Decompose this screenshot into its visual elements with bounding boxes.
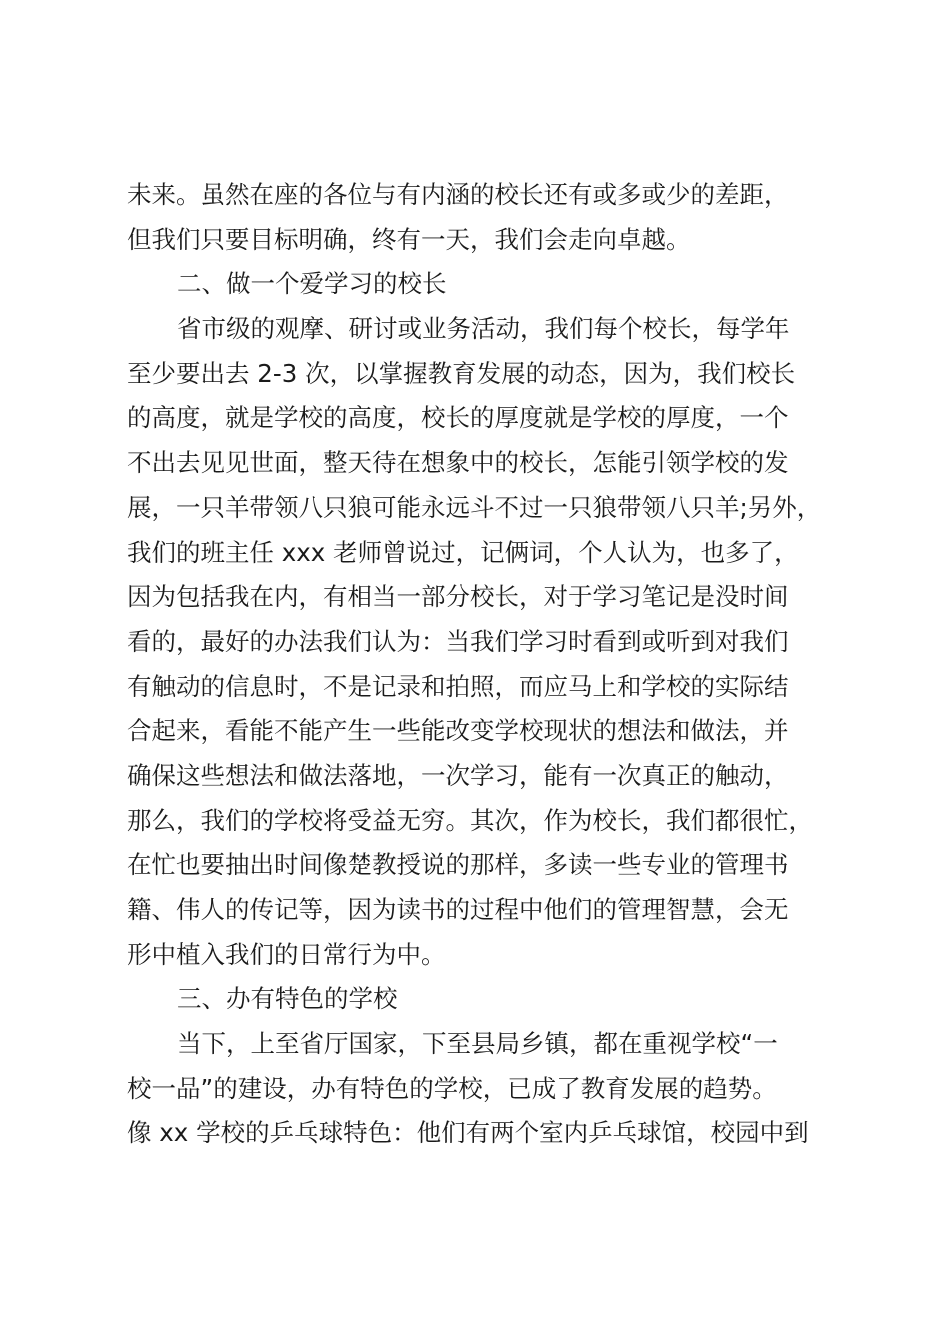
text-line: 二、做一个爱学习的校长 [177, 269, 447, 299]
text-line: 至少要出去 2-3 次，以掌握教育发展的动态，因为，我们校长 [127, 358, 796, 388]
text-line: 有触动的信息时，不是记录和拍照，而应马上和学校的实际结 [127, 671, 789, 701]
text-line: 校一品”的建设，办有特色的学校，已成了教育发展的趋势。 [127, 1073, 777, 1103]
text-line: 那么，我们的学校将受益无穷。其次，作为校长，我们都很忙， [127, 805, 813, 835]
document-body [127, 173, 847, 1156]
text-line: 合起来，看能不能产生一些能改变学校现状的想法和做法，并 [127, 716, 789, 746]
text-line: 看的，最好的办法我们认为：当我们学习时看到或听到对我们 [127, 626, 789, 656]
text-line: 省市级的观摩、研讨或业务活动，我们每个校长，每学年 [177, 314, 790, 344]
text-line: 但我们只要目标明确，终有一天，我们会走向卓越。 [127, 224, 691, 254]
text-line: 因为包括我在内，有相当一部分校长，对于学习笔记是没时间 [127, 582, 789, 612]
text-line: 我们的班主任 xxx 老师曾说过，记俩词，个人认为，也多了， [127, 537, 799, 567]
text-line: 在忙也要抽出时间像楚教授说的那样，多读一些专业的管理书 [127, 850, 789, 880]
text-line: 确保这些想法和做法落地，一次学习，能有一次真正的触动， [127, 760, 789, 790]
text-line: 的高度，就是学校的高度，校长的厚度就是学校的厚度，一个 [127, 403, 789, 433]
text-line: 像 xx 学校的乒乓球特色：他们有两个室内乒乓球馆，校园中到 [127, 1118, 809, 1148]
text-line: 未来。虽然在座的各位与有内涵的校长还有或多或少的差距， [127, 180, 789, 209]
text-line: 形中植入我们的日常行为中。 [127, 939, 446, 969]
text-line: 展，一只羊带领八只狼可能永远斗不过一只狼带领八只羊;另外， [127, 492, 822, 522]
text-line: 当下，上至省厅国家，下至县局乡镇，都在重视学校“一 [177, 1029, 778, 1059]
text-line: 不出去见见世面，整天待在想象中的校长，怎能引领学校的发 [127, 448, 789, 478]
text-line: 籍、伟人的传记等，因为读书的过程中他们的管理智慧，会无 [127, 895, 789, 924]
text-line: 三、办有特色的学校 [177, 984, 398, 1014]
